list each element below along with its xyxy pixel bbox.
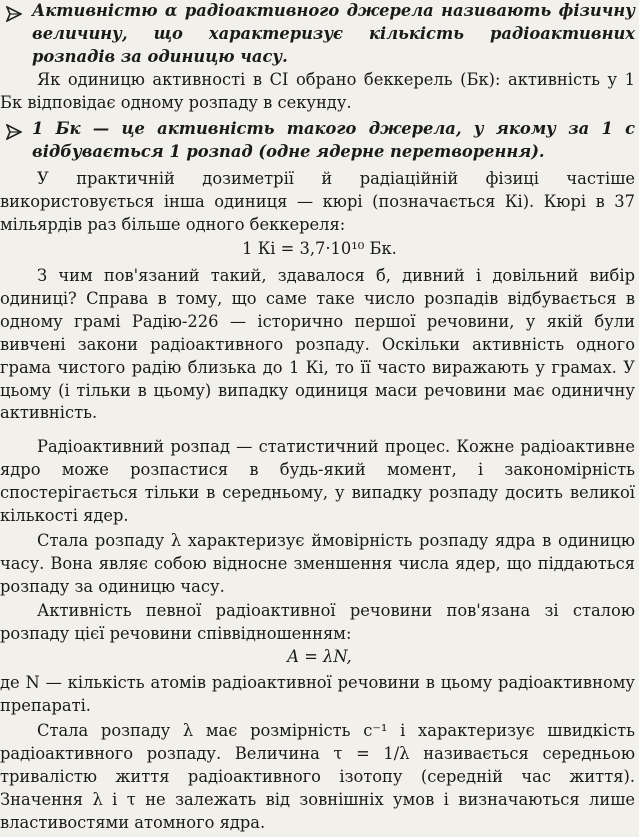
definition-activity: Активністю α радіоактивного джерела називають фізичну величину, що характеризує кількість радіоактивних розпадів за одиницю часу. (32, 1, 635, 66)
definition-becquerel: 1 Бк — це активність такого джерела, у якому за 1 с відбувається 1 розпад (одне ядерне перетворення). (32, 119, 635, 161)
pencil-icon (6, 124, 22, 140)
formula-curie: 1 Кі = 3,7·10¹⁰ Бк. (242, 239, 397, 258)
paragraph-becquerel: Як одиницю активності в СІ обрано беккерель (Бк): активність у 1 Бк відповідає одному розпаду в секунду. (0, 70, 635, 112)
paragraph-lifetime: Стала розпаду λ має розмірність с⁻¹ і характеризує швидкість радіоактивного розпаду. Величина τ = 1/λ називається середньою тривалістю життя радіоактивного ізотопу (середній час життя). Значення λ і τ не залежать від зовнішніх умов і визначаються лише властивостями атомного ядра. (0, 721, 635, 832)
paragraph-n-definition: де N — кількість атомів радіоактивної речовини в цьому радіоактивному препараті. (0, 673, 635, 715)
formula-activity: A = λN, (287, 647, 352, 666)
pencil-icon (6, 6, 22, 22)
paragraph-statistics: Радіоактивний розпад — статистичний процес. Кожне радіоактивне ядро може розпастися в будь-який момент, і закономірність спостерігається тільки в середньому, у випадку розпаду досить великої кількості ядер. (0, 437, 635, 525)
paragraph-relation: Активність певної радіоактивної речовини пов'язана зі сталою розпаду цієї речовини співвідношенням: (0, 601, 635, 643)
paragraph-decay-constant: Стала розпаду λ характеризує ймовірність розпаду ядра в одиницю часу. Вона являє собою відносне зменшення числа ядер, що піддаються розпаду за одиницю часу. (0, 531, 635, 596)
paragraph-curie: У практичній дозиметрії й радіаційній фізиці частіше використовується інша одиниця — кюрі (позначається Кі). Кюрі в 37 мільярдів раз більше одного беккереля: (0, 169, 635, 234)
paragraph-radium: З чим пов'язаний такий, здавалося б, дивний і довільний вибір одиниці? Справа в тому, що саме таке число розпадів відбувається в одному грамі Радію-226 — історично першої речовини, у якій були вивчені закони радіоактивного розпаду. Оскільки активність одного грама чистого радію близька до 1 Кі, то її часто виражають у грамах. У цьому (і тільки в цьому) випадку одиниця маси речовини має одиничну активність. (0, 266, 635, 423)
